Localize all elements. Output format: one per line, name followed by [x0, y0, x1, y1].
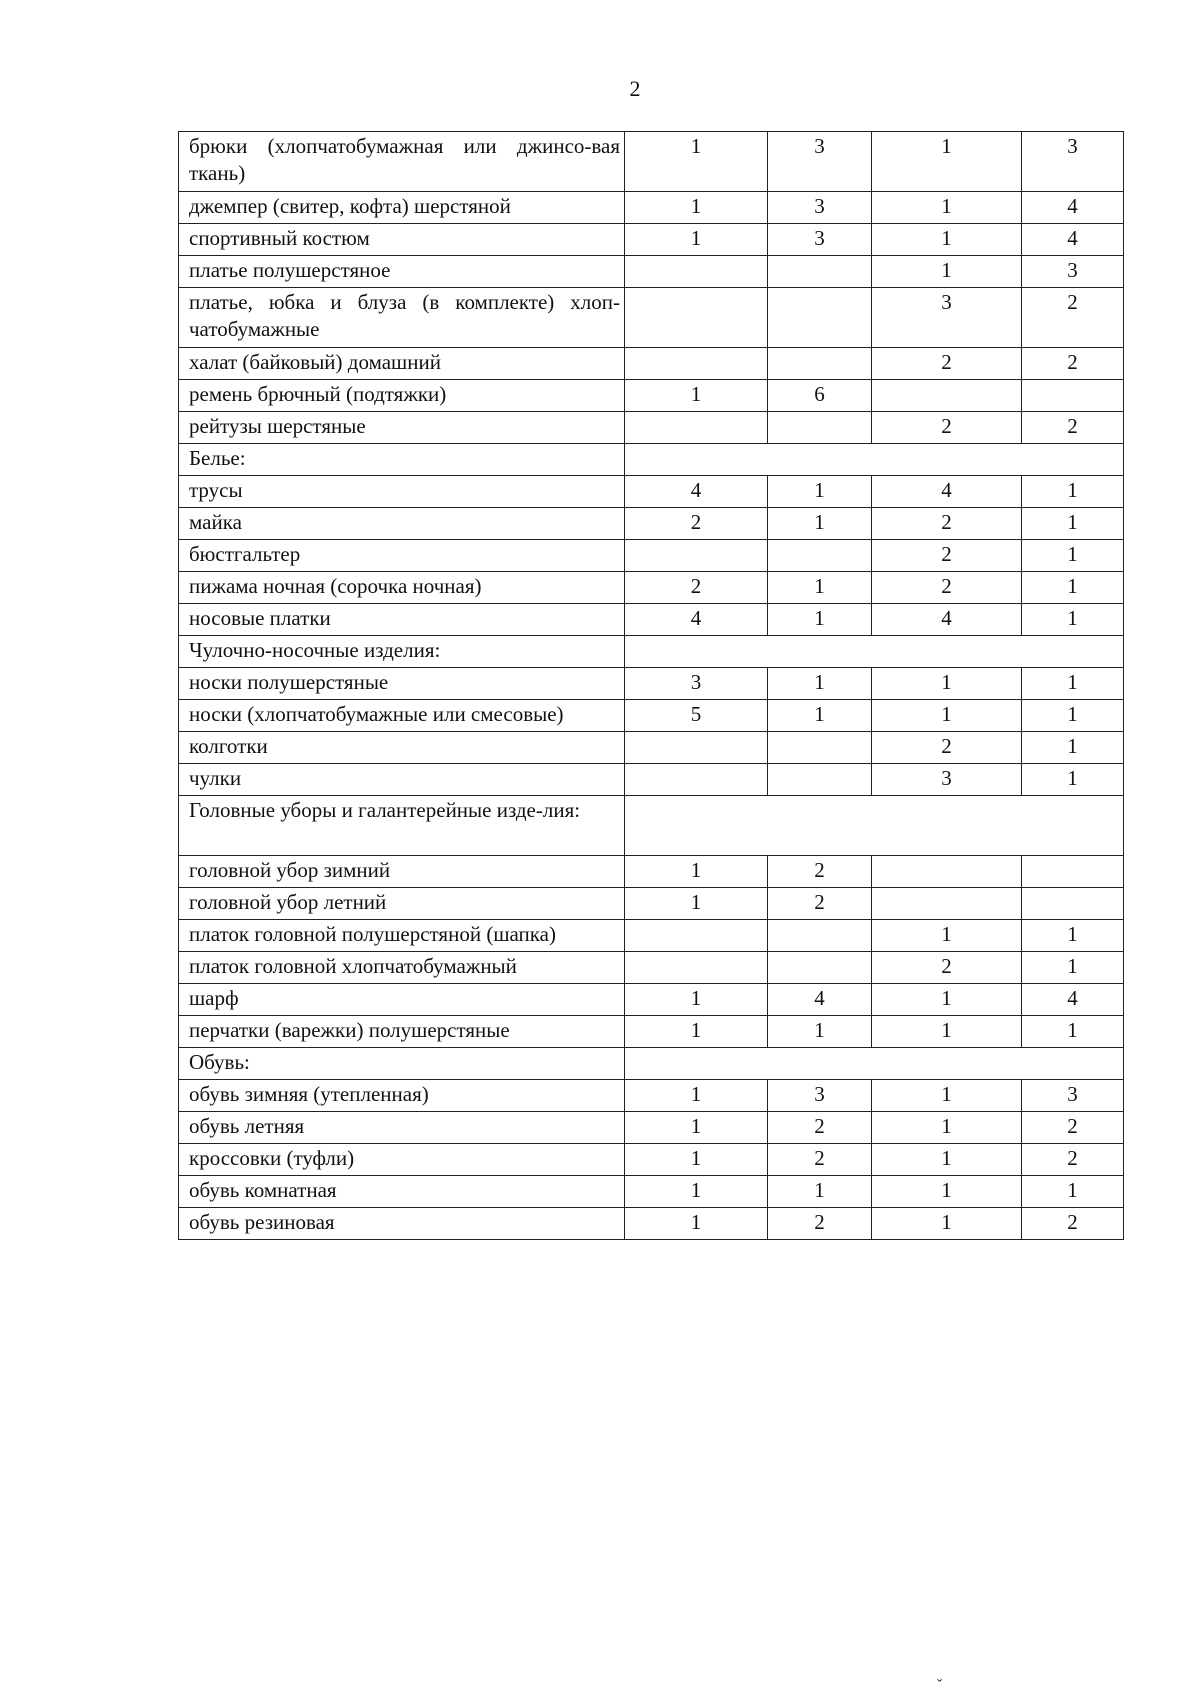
- table-row: [179, 572, 1124, 604]
- value-cell-col-2: 2: [768, 1144, 872, 1176]
- value-cell-col-1: 1: [625, 856, 768, 888]
- table-row: [179, 224, 1124, 256]
- value-cell-col-2: [768, 348, 872, 380]
- value-cell-col-4: 1: [1022, 732, 1124, 764]
- value-cell-col-4: 4: [1022, 192, 1124, 224]
- section-row: [179, 444, 1124, 476]
- value-cell-col-4: 2: [1022, 1144, 1124, 1176]
- value-cell-col-3: 4: [872, 604, 1022, 636]
- value-cell-col-2: [768, 764, 872, 796]
- value-cell-col-4: [1022, 380, 1124, 412]
- table-row: [179, 952, 1124, 984]
- value-cell-col-3: 2: [872, 508, 1022, 540]
- value-cell-col-1: 1: [625, 888, 768, 920]
- value-cell-col-2: 2: [768, 1112, 872, 1144]
- item-name-cell: шарф: [179, 984, 625, 1016]
- value-cell-col-2: 3: [768, 192, 872, 224]
- value-cell-col-4: 1: [1022, 604, 1124, 636]
- item-name-cell: платье полушерстяное: [179, 256, 625, 288]
- table-row: [179, 1208, 1124, 1240]
- item-name-cell: рейтузы шерстяные: [179, 412, 625, 444]
- value-cell-col-4: 1: [1022, 700, 1124, 732]
- value-cell-col-1: 1: [625, 1208, 768, 1240]
- item-name-cell: пижама ночная (сорочка ночная): [179, 572, 625, 604]
- value-cell-col-2: 1: [768, 476, 872, 508]
- value-cell-col-3: 3: [872, 288, 1022, 348]
- value-cell-col-1: [625, 732, 768, 764]
- value-cell-col-3: 2: [872, 540, 1022, 572]
- value-cell-col-3: 3: [872, 764, 1022, 796]
- item-name-cell: колготки: [179, 732, 625, 764]
- value-cell-col-3: 2: [872, 572, 1022, 604]
- value-cell-col-3: 1: [872, 984, 1022, 1016]
- value-cell-col-1: 1: [625, 1112, 768, 1144]
- clothing-norms-table: [178, 131, 1124, 1240]
- value-cell-col-3: 2: [872, 348, 1022, 380]
- value-cell-col-4: 1: [1022, 952, 1124, 984]
- value-cell-col-3: 4: [872, 476, 1022, 508]
- item-name-cell: обувь зимняя (утепленная): [179, 1080, 625, 1112]
- item-name-cell: перчатки (варежки) полушерстяные: [179, 1016, 625, 1048]
- value-cell-col-3: 2: [872, 952, 1022, 984]
- table-row: [179, 732, 1124, 764]
- table-row: [179, 604, 1124, 636]
- table-body: [179, 132, 1124, 1240]
- value-cell-col-3: 1: [872, 224, 1022, 256]
- value-cell-col-1: 2: [625, 572, 768, 604]
- value-cell-col-2: 2: [768, 888, 872, 920]
- value-cell-col-4: 1: [1022, 920, 1124, 952]
- item-name-cell: брюки (хлопчатобумажная или джинсо-вая ткань): [179, 132, 625, 192]
- value-cell-col-2: 2: [768, 1208, 872, 1240]
- value-cell-col-2: 6: [768, 380, 872, 412]
- value-cell-col-4: 1: [1022, 572, 1124, 604]
- value-cell-col-1: [625, 256, 768, 288]
- item-name-cell: трусы: [179, 476, 625, 508]
- value-cell-col-3: 1: [872, 1080, 1022, 1112]
- value-cell-col-3: 1: [872, 192, 1022, 224]
- value-cell-col-1: 1: [625, 192, 768, 224]
- value-cell-col-2: 2: [768, 856, 872, 888]
- table-row: [179, 348, 1124, 380]
- value-cell-col-1: 1: [625, 132, 768, 192]
- table-row: [179, 888, 1124, 920]
- value-cell-col-3: 1: [872, 668, 1022, 700]
- value-cell-col-2: [768, 732, 872, 764]
- value-cell-col-1: [625, 920, 768, 952]
- value-cell-col-2: 1: [768, 508, 872, 540]
- value-cell-col-1: [625, 540, 768, 572]
- value-cell-col-4: 1: [1022, 1016, 1124, 1048]
- value-cell-col-3: 1: [872, 1208, 1022, 1240]
- section-heading: Белье:: [179, 444, 625, 476]
- section-row: [179, 636, 1124, 668]
- value-cell-col-4: 3: [1022, 256, 1124, 288]
- value-cell-col-4: 1: [1022, 540, 1124, 572]
- value-cell-col-1: [625, 348, 768, 380]
- item-name-cell: носки (хлопчатобумажные или смесовые): [179, 700, 625, 732]
- value-cell-col-3: [872, 380, 1022, 412]
- value-cell-col-2: 3: [768, 132, 872, 192]
- table-row: [179, 856, 1124, 888]
- value-cell-col-2: [768, 952, 872, 984]
- page-number: 2: [629, 76, 641, 101]
- value-cell-col-2: 1: [768, 1016, 872, 1048]
- value-cell-col-1: 4: [625, 476, 768, 508]
- value-cell-col-1: 3: [625, 668, 768, 700]
- table-row: [179, 1112, 1124, 1144]
- value-cell-col-2: 1: [768, 1176, 872, 1208]
- value-cell-col-1: 1: [625, 380, 768, 412]
- table-row: [179, 380, 1124, 412]
- section-empty-cell: [625, 1048, 1124, 1080]
- item-name-cell: обувь резиновая: [179, 1208, 625, 1240]
- value-cell-col-2: 1: [768, 572, 872, 604]
- value-cell-col-1: 1: [625, 1080, 768, 1112]
- value-cell-col-3: 2: [872, 732, 1022, 764]
- value-cell-col-4: 1: [1022, 764, 1124, 796]
- table-row: [179, 1176, 1124, 1208]
- item-name-cell: платок головной хлопчатобумажный: [179, 952, 625, 984]
- table-row: [179, 476, 1124, 508]
- value-cell-col-4: 3: [1022, 1080, 1124, 1112]
- table-row: [179, 1080, 1124, 1112]
- value-cell-col-2: [768, 412, 872, 444]
- value-cell-col-1: [625, 288, 768, 348]
- table-row: [179, 1144, 1124, 1176]
- item-name-cell: джемпер (свитер, кофта) шерстяной: [179, 192, 625, 224]
- value-cell-col-4: 1: [1022, 508, 1124, 540]
- section-heading: Головные уборы и галантерейные изде-лия:: [179, 796, 625, 856]
- item-name-cell: ремень брючный (подтяжки): [179, 380, 625, 412]
- item-name-cell: головной убор летний: [179, 888, 625, 920]
- item-name-cell: чулки: [179, 764, 625, 796]
- section-row: [179, 1048, 1124, 1080]
- item-name-cell: майка: [179, 508, 625, 540]
- value-cell-col-4: [1022, 888, 1124, 920]
- value-cell-col-1: [625, 412, 768, 444]
- table-row: [179, 288, 1124, 348]
- item-name-cell: обувь летняя: [179, 1112, 625, 1144]
- value-cell-col-3: 1: [872, 1176, 1022, 1208]
- table-row: [179, 540, 1124, 572]
- value-cell-col-2: [768, 540, 872, 572]
- value-cell-col-2: 1: [768, 604, 872, 636]
- value-cell-col-4: 4: [1022, 224, 1124, 256]
- value-cell-col-3: 1: [872, 1144, 1022, 1176]
- value-cell-col-4: 1: [1022, 476, 1124, 508]
- value-cell-col-1: 1: [625, 1144, 768, 1176]
- value-cell-col-2: 1: [768, 700, 872, 732]
- value-cell-col-1: 5: [625, 700, 768, 732]
- value-cell-col-3: 1: [872, 920, 1022, 952]
- value-cell-col-4: 2: [1022, 1208, 1124, 1240]
- value-cell-col-4: 2: [1022, 1112, 1124, 1144]
- table-row: [179, 256, 1124, 288]
- value-cell-col-2: [768, 256, 872, 288]
- value-cell-col-4: 2: [1022, 348, 1124, 380]
- table-row: [179, 132, 1124, 192]
- table-row: [179, 700, 1124, 732]
- item-name-cell: кроссовки (туфли): [179, 1144, 625, 1176]
- item-name-cell: обувь комнатная: [179, 1176, 625, 1208]
- item-name-cell: носовые платки: [179, 604, 625, 636]
- value-cell-col-4: 1: [1022, 1176, 1124, 1208]
- item-name-cell: платье, юбка и блуза (в комплекте) хлоп-чатобумажные: [179, 288, 625, 348]
- value-cell-col-4: 2: [1022, 288, 1124, 348]
- value-cell-col-1: [625, 764, 768, 796]
- value-cell-col-2: 3: [768, 224, 872, 256]
- section-empty-cell: [625, 796, 1124, 856]
- item-name-cell: платок головной полушерстяной (шапка): [179, 920, 625, 952]
- item-name-cell: спортивный костюм: [179, 224, 625, 256]
- table-row: [179, 1016, 1124, 1048]
- value-cell-col-4: 2: [1022, 412, 1124, 444]
- table-row: [179, 984, 1124, 1016]
- section-heading: Обувь:: [179, 1048, 625, 1080]
- value-cell-col-2: [768, 920, 872, 952]
- value-cell-col-1: 4: [625, 604, 768, 636]
- stray-mark: ˇ: [937, 1677, 943, 1694]
- value-cell-col-2: 3: [768, 1080, 872, 1112]
- value-cell-col-1: 2: [625, 508, 768, 540]
- value-cell-col-2: [768, 288, 872, 348]
- value-cell-col-3: 1: [872, 1016, 1022, 1048]
- table-row: [179, 192, 1124, 224]
- value-cell-col-4: 1: [1022, 668, 1124, 700]
- table-row: [179, 920, 1124, 952]
- section-heading: Чулочно-носочные изделия:: [179, 636, 625, 668]
- table-row: [179, 508, 1124, 540]
- item-name-cell: носки полушерстяные: [179, 668, 625, 700]
- value-cell-col-3: 1: [872, 1112, 1022, 1144]
- value-cell-col-3: 1: [872, 132, 1022, 192]
- section-row: [179, 796, 1124, 856]
- value-cell-col-1: [625, 952, 768, 984]
- value-cell-col-1: 1: [625, 1016, 768, 1048]
- value-cell-col-3: 1: [872, 256, 1022, 288]
- value-cell-col-4: 3: [1022, 132, 1124, 192]
- item-name-cell: халат (байковый) домашний: [179, 348, 625, 380]
- value-cell-col-3: 2: [872, 412, 1022, 444]
- value-cell-col-4: 4: [1022, 984, 1124, 1016]
- section-empty-cell: [625, 636, 1124, 668]
- value-cell-col-2: 4: [768, 984, 872, 1016]
- table-row: [179, 764, 1124, 796]
- section-empty-cell: [625, 444, 1124, 476]
- item-name-cell: бюстгальтер: [179, 540, 625, 572]
- value-cell-col-2: 1: [768, 668, 872, 700]
- item-name-cell: головной убор зимний: [179, 856, 625, 888]
- value-cell-col-3: [872, 888, 1022, 920]
- value-cell-col-1: 1: [625, 224, 768, 256]
- value-cell-col-1: 1: [625, 1176, 768, 1208]
- table-row: [179, 668, 1124, 700]
- table-row: [179, 412, 1124, 444]
- value-cell-col-1: 1: [625, 984, 768, 1016]
- value-cell-col-4: [1022, 856, 1124, 888]
- value-cell-col-3: 1: [872, 700, 1022, 732]
- value-cell-col-3: [872, 856, 1022, 888]
